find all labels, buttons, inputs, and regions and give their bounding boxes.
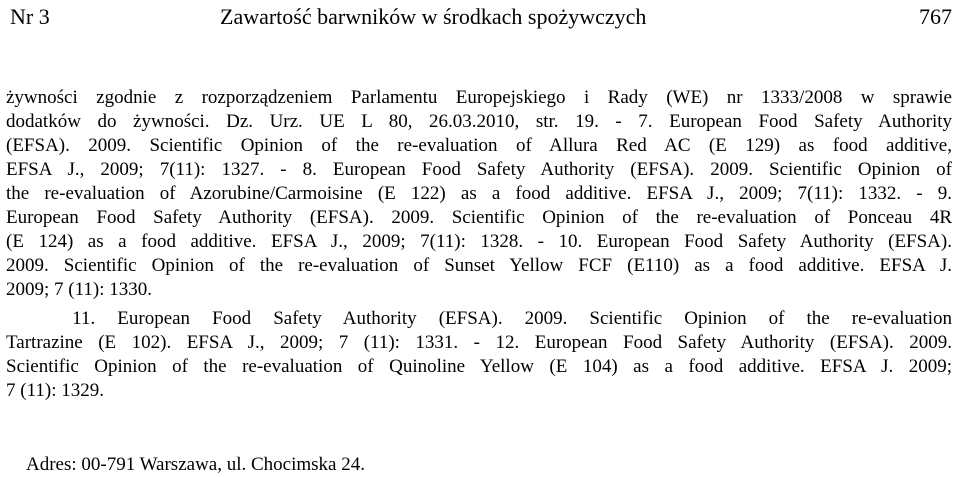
text-line-8: 2009. Scientific Opinion of the re-evaluation of Sunset Yellow FCF (E110) as a food additive. EFSA J. (6, 255, 952, 276)
page-number: 767 (919, 4, 952, 29)
text-line-7: (E 124) as a food additive. EFSA J., 2009; 7(11): 1328. - 10. European Food Safety Authority (EFSA). (6, 231, 952, 252)
text-line-5: the re-evaluation of Azorubine/Carmoisine (E 122) as a food additive. EFSA J., 2009; 7(11): 1332. - 9. (6, 183, 952, 204)
text-line-3: (EFSA). 2009. Scientific Opinion of the re-evaluation of Allura Red AC (E 129) as food additive, (6, 135, 952, 156)
text-line-1: żywności zgodnie z rozporządzeniem Parlamentu Europejskiego i Rady (WE) nr 1333/2008 w sprawie (6, 87, 952, 108)
text-line-10: 11. European Food Safety Authority (EFSA). 2009. Scientific Opinion of the re-evaluation (6, 308, 952, 329)
text-line-4: EFSA J., 2009; 7(11): 1327. - 8. European Food Safety Authority (EFSA). 2009. Scientific Opinion of (6, 159, 952, 180)
running-header (10, 2, 956, 32)
text-line-13: 7 (11): 1329. (6, 380, 104, 401)
text-line-12: Scientific Opinion of the re-evaluation of Quinoline Yellow (E 104) as a food additive. EFSA J. 2009; (6, 356, 952, 377)
running-title: Zawartość barwników w środkach spożywczych (220, 4, 647, 29)
text-line-9: 2009; 7 (11): 1330. (6, 279, 153, 300)
text-line-2: dodatków do żywności. Dz. Urz. UE L 80, 26.03.2010, str. 19. - 7. European Food Safety Authority (6, 111, 952, 132)
text-line-11: Tartrazine (E 102). EFSA J., 2009; 7 (11): 1331. - 12. European Food Safety Authority (EFSA). 2009. (6, 332, 952, 353)
text-line-6: European Food Safety Authority (EFSA). 2009. Scientific Opinion of the re-evaluation of Ponceau 4R (6, 207, 952, 228)
issue-number: Nr 3 (10, 4, 50, 29)
author-address: Adres: 00-791 Warszawa, ul. Chocimska 24. (26, 454, 365, 475)
